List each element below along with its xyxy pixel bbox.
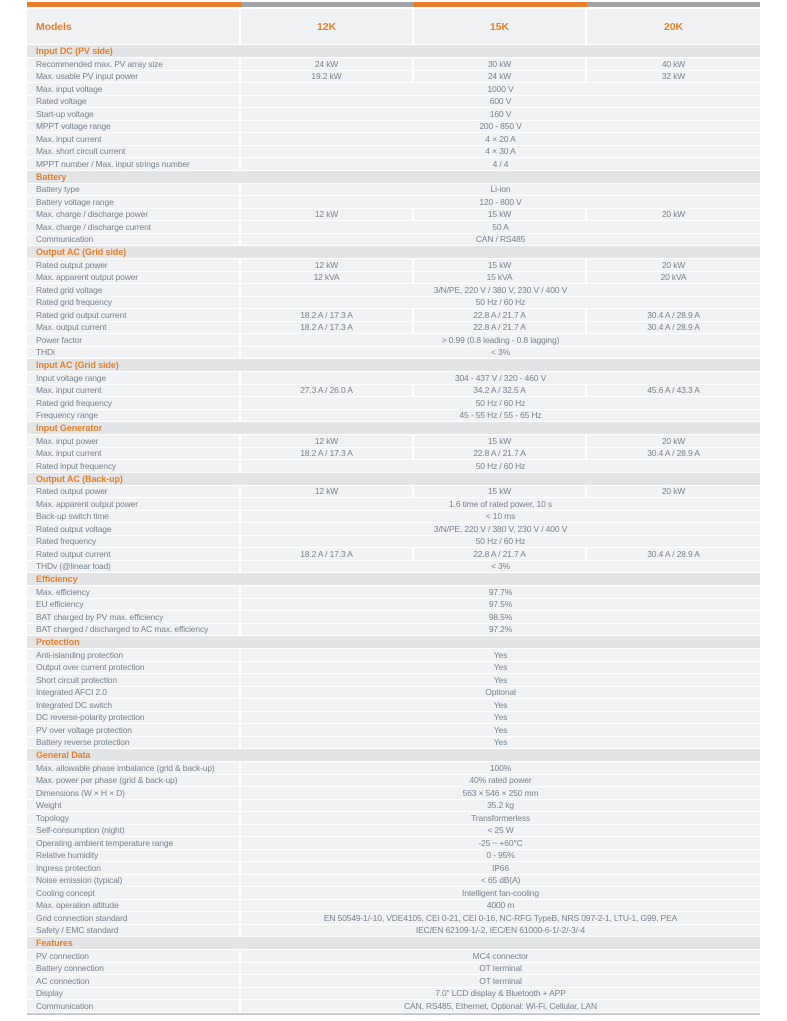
spec-row — [27, 988, 760, 1000]
row-label: Rated grid voltage — [27, 284, 239, 296]
spec-row — [27, 737, 760, 749]
row-value: 30.4 A / 28.9 A — [587, 448, 760, 460]
row-label: Communication — [27, 1000, 239, 1012]
row-label: Back-up switch time — [27, 511, 239, 523]
accent-bar-segment — [414, 2, 587, 7]
accent-bar-segment — [587, 2, 760, 7]
row-value: < 3% — [241, 347, 760, 359]
spec-row — [27, 825, 760, 837]
row-label: Max. operation altitude — [27, 900, 239, 912]
row-value: 20 kW — [587, 486, 760, 498]
row-label: Max. usable PV input power — [27, 71, 239, 83]
row-label: Self-consumption (night) — [27, 825, 239, 837]
row-label: Max. apparent output power — [27, 272, 239, 284]
row-label: Relative humidity — [27, 850, 239, 862]
row-label: Max. power per phase (grid & back-up) — [27, 775, 239, 787]
column-header-20k: 20K — [587, 9, 760, 44]
spec-row — [27, 234, 760, 246]
section-header: Output AC (Back-up) — [27, 473, 760, 485]
row-value: 20 kVA — [587, 272, 760, 284]
spec-row — [27, 674, 760, 686]
row-label: Integrated DC switch — [27, 699, 239, 711]
row-label: MPPT voltage range — [27, 121, 239, 133]
row-label: Max. short circuit current — [27, 146, 239, 158]
row-label: Topology — [27, 812, 239, 824]
row-value: 20 kW — [587, 259, 760, 271]
row-value: 1000 V — [241, 83, 760, 95]
section-header: Protection — [27, 636, 760, 648]
spec-row — [27, 121, 760, 133]
spec-row — [27, 58, 760, 70]
row-label: Max. input current — [27, 385, 239, 397]
column-header-15k: 15K — [414, 9, 585, 44]
spec-row — [27, 146, 760, 158]
row-value: 24 kW — [414, 71, 585, 83]
row-value: 40 kW — [587, 58, 760, 70]
row-value: 15 kW — [414, 209, 585, 221]
spec-row — [27, 724, 760, 736]
spec-row — [27, 599, 760, 611]
row-label: Rated input frequency — [27, 460, 239, 472]
row-label: Max. input power — [27, 435, 239, 447]
section-header: Efficiency — [27, 573, 760, 585]
row-value: 30.4 A / 28.9 A — [587, 548, 760, 560]
row-label: EU efficiency — [27, 599, 239, 611]
row-value: 12 kW — [241, 435, 412, 447]
row-value: IP66 — [241, 862, 760, 874]
spec-row — [27, 649, 760, 661]
row-value: Yes — [241, 649, 760, 661]
row-value: 27.3 A / 26.0 A — [241, 385, 412, 397]
spec-row — [27, 158, 760, 170]
top-accent-bar — [27, 2, 760, 7]
row-label: Operating ambient temperature range — [27, 837, 239, 849]
spec-row — [27, 184, 760, 196]
spec-row — [27, 397, 760, 409]
row-value: 160 V — [241, 108, 760, 120]
row-label: Output over current protection — [27, 662, 239, 674]
spec-row — [27, 272, 760, 284]
row-value: OT terminal — [241, 963, 760, 975]
spec-row — [27, 372, 760, 384]
section-header: Battery — [27, 171, 760, 183]
spec-row — [27, 133, 760, 145]
row-label: PV over voltage protection — [27, 724, 239, 736]
section-header: Features — [27, 937, 760, 949]
row-label: Max. allowable phase imbalance (grid & back-up) — [27, 762, 239, 774]
spec-row — [27, 322, 760, 334]
spec-row — [27, 71, 760, 83]
row-label: AC connection — [27, 975, 239, 987]
row-label: Safety / EMC standard — [27, 925, 239, 937]
row-value: 18.2 A / 17.3 A — [241, 309, 412, 321]
row-value: 4 × 30 A — [241, 146, 760, 158]
spec-row — [27, 611, 760, 623]
spec-row — [27, 925, 760, 937]
spec-row — [27, 586, 760, 598]
row-value: Yes — [241, 699, 760, 711]
row-label: BAT charged by PV max. efficiency — [27, 611, 239, 623]
row-value: 12 kW — [241, 486, 412, 498]
row-value: Yes — [241, 737, 760, 749]
spec-row — [27, 712, 760, 724]
spec-row — [27, 523, 760, 535]
row-value: 30 kW — [414, 58, 585, 70]
row-value: 97.5% — [241, 599, 760, 611]
spec-row — [27, 259, 760, 271]
row-label: Rated output voltage — [27, 523, 239, 535]
row-value: 100% — [241, 762, 760, 774]
spec-row — [27, 775, 760, 787]
row-value: < 3% — [241, 561, 760, 573]
row-label: BAT charged / discharged to AC max. efficiency — [27, 624, 239, 636]
row-label: Grid connection standard — [27, 912, 239, 924]
row-value: 19.2 kW — [241, 71, 412, 83]
row-label: Frequency range — [27, 410, 239, 422]
spec-row — [27, 837, 760, 849]
row-value: 12 kVA — [241, 272, 412, 284]
spec-row — [27, 900, 760, 912]
row-value: Intelligent fan-cooling — [241, 887, 760, 899]
row-label: Recommended max. PV array size — [27, 58, 239, 70]
spec-row — [27, 687, 760, 699]
row-label: Max. charge / discharge power — [27, 209, 239, 221]
row-label: Rated output power — [27, 259, 239, 271]
spec-row — [27, 83, 760, 95]
row-value: Yes — [241, 724, 760, 736]
row-value: 7.0" LCD display & Bluetooth + APP — [241, 988, 760, 1000]
row-label: Max. input current — [27, 448, 239, 460]
row-label: Max. efficiency — [27, 586, 239, 598]
row-value: 32 kW — [587, 71, 760, 83]
row-label: Rated grid output current — [27, 309, 239, 321]
row-value: 30.4 A / 28.9 A — [587, 322, 760, 334]
section-header: Input Generator — [27, 422, 760, 434]
row-label: Cooling concept — [27, 887, 239, 899]
row-value: CAN, RS485, Ethernet, Optional: Wi-Fi, Cellular, LAN — [241, 1000, 760, 1012]
row-label: Rated grid frequency — [27, 297, 239, 309]
row-label: Integrated AFCI 2.0 — [27, 687, 239, 699]
row-value: < 65 dB(A) — [241, 875, 760, 887]
row-label: Max. output current — [27, 322, 239, 334]
row-label: Rated output current — [27, 548, 239, 560]
row-value: -25 ~ +60°C — [241, 837, 760, 849]
row-value: 22.8 A / 21.7 A — [414, 309, 585, 321]
row-value: Yes — [241, 662, 760, 674]
accent-bar-segment — [241, 2, 414, 7]
row-value: EN 50549-1/-10, VDE4105, CEI 0-21, CEI 0-16, NC-RFG TypeB, NRS 097-2-1, LTU-1, G99, PEA — [241, 912, 760, 924]
row-label: Anti-islanding protection — [27, 649, 239, 661]
row-label: Start-up voltage — [27, 108, 239, 120]
row-label: THDi — [27, 347, 239, 359]
row-label: Input voltage range — [27, 372, 239, 384]
row-value: 35.2 kg — [241, 800, 760, 812]
spec-row — [27, 624, 760, 636]
spec-row — [27, 448, 760, 460]
spec-row — [27, 812, 760, 824]
row-value: 20 kW — [587, 209, 760, 221]
row-value: 15 kW — [414, 259, 585, 271]
row-value: 22.8 A / 21.7 A — [414, 448, 585, 460]
row-value: 18.2 A / 17.3 A — [241, 548, 412, 560]
table-body — [27, 45, 760, 1012]
spec-row — [27, 963, 760, 975]
row-label: PV connection — [27, 950, 239, 962]
row-label: Max. input voltage — [27, 83, 239, 95]
spec-row — [27, 410, 760, 422]
spec-row — [27, 309, 760, 321]
row-label: Weight — [27, 800, 239, 812]
spec-table — [27, 2, 760, 1015]
spec-row — [27, 887, 760, 899]
row-value: < 10 ms — [241, 511, 760, 523]
row-value: CAN / RS485 — [241, 234, 760, 246]
row-label: Battery voltage range — [27, 196, 239, 208]
row-label: Dimensions (W × H × D) — [27, 787, 239, 799]
row-label: Display — [27, 988, 239, 1000]
row-value: > 0.99 (0.8 leading - 0.8 lagging) — [241, 334, 760, 346]
row-value: 50 Hz / 60 Hz — [241, 297, 760, 309]
row-label: THDv (@linear load) — [27, 561, 239, 573]
row-value: 4 × 20 A — [241, 133, 760, 145]
spec-row — [27, 548, 760, 560]
row-value: Yes — [241, 712, 760, 724]
spec-row — [27, 850, 760, 862]
spec-row — [27, 284, 760, 296]
row-value: 50 A — [241, 221, 760, 233]
row-value: 97.7% — [241, 586, 760, 598]
row-label: Battery type — [27, 184, 239, 196]
spec-row — [27, 221, 760, 233]
row-value: 50 Hz / 60 Hz — [241, 397, 760, 409]
row-label: DC reverse-polarity protection — [27, 712, 239, 724]
column-header-models: Models — [27, 9, 239, 44]
row-label: Max. charge / discharge current — [27, 221, 239, 233]
spec-row — [27, 297, 760, 309]
spec-row — [27, 196, 760, 208]
row-value: 18.2 A / 17.3 A — [241, 448, 412, 460]
spec-row — [27, 800, 760, 812]
row-label: Rated grid frequency — [27, 397, 239, 409]
row-value: IEC/EN 62109-1/-2, IEC/EN 61000-6-1/-2/-3/-4 — [241, 925, 760, 937]
row-value: 97.2% — [241, 624, 760, 636]
row-value: 4 / 4 — [241, 158, 760, 170]
row-label: Rated voltage — [27, 96, 239, 108]
spec-row — [27, 347, 760, 359]
spec-row — [27, 662, 760, 674]
column-header-12k: 12K — [241, 9, 412, 44]
row-value: 20 kW — [587, 435, 760, 447]
row-value: 15 kW — [414, 486, 585, 498]
row-value: 40% rated power — [241, 775, 760, 787]
row-value: 563 × 546 × 250 mm — [241, 787, 760, 799]
spec-row — [27, 875, 760, 887]
row-label: Short circuit protection — [27, 674, 239, 686]
row-value: 45 - 55 Hz / 55 - 65 Hz — [241, 410, 760, 422]
row-value: 1.6 time of rated power, 10 s — [241, 498, 760, 510]
row-label: Battery connection — [27, 963, 239, 975]
row-value: Transformerless — [241, 812, 760, 824]
row-value: 200 - 850 V — [241, 121, 760, 133]
spec-row — [27, 862, 760, 874]
row-value: 22.8 A / 21.7 A — [414, 322, 585, 334]
spec-row — [27, 975, 760, 987]
row-value: 600 V — [241, 96, 760, 108]
row-value: 22.8 A / 21.7 A — [414, 548, 585, 560]
row-label: Max. input current — [27, 133, 239, 145]
section-header: General Data — [27, 749, 760, 761]
spec-row — [27, 498, 760, 510]
spec-row — [27, 699, 760, 711]
row-label: Power factor — [27, 334, 239, 346]
row-value: 15 kVA — [414, 272, 585, 284]
row-value: 15 kW — [414, 435, 585, 447]
row-value: 3/N/PE, 220 V / 380 V, 230 V / 400 V — [241, 523, 760, 535]
spec-row — [27, 950, 760, 962]
row-label: Rated output power — [27, 486, 239, 498]
spec-row — [27, 385, 760, 397]
section-header: Input DC (PV side) — [27, 45, 760, 57]
section-header: Output AC (Grid side) — [27, 246, 760, 258]
spec-row — [27, 108, 760, 120]
row-label: Rated frequency — [27, 536, 239, 548]
row-value: 4000 m — [241, 900, 760, 912]
row-value: 12 kW — [241, 259, 412, 271]
spec-row — [27, 912, 760, 924]
row-label: Max. apparent output power — [27, 498, 239, 510]
spec-row — [27, 561, 760, 573]
row-label: Communication — [27, 234, 239, 246]
row-value: 18.2 A / 17.3 A — [241, 322, 412, 334]
row-value: MC4 connector — [241, 950, 760, 962]
row-value: 12 kW — [241, 209, 412, 221]
row-value: 24 kW — [241, 58, 412, 70]
spec-row — [27, 787, 760, 799]
row-value: 50 Hz / 60 Hz — [241, 460, 760, 472]
table-bottom-border — [27, 1013, 760, 1015]
accent-bar-segment — [27, 2, 241, 7]
row-value: 98.5% — [241, 611, 760, 623]
row-value: OT terminal — [241, 975, 760, 987]
spec-row — [27, 209, 760, 221]
spec-row — [27, 511, 760, 523]
row-value: 0 - 95% — [241, 850, 760, 862]
spec-row — [27, 334, 760, 346]
row-value: 3/N/PE, 220 V / 380 V, 230 V / 400 V — [241, 284, 760, 296]
row-value: 45.6 A / 43.3 A — [587, 385, 760, 397]
row-label: MPPT number / Max. input strings number — [27, 158, 239, 170]
section-header: Input AC (Grid side) — [27, 359, 760, 371]
row-label: Battery reverse protection — [27, 737, 239, 749]
row-value: Yes — [241, 674, 760, 686]
spec-row — [27, 1000, 760, 1012]
row-label: Ingress protection — [27, 862, 239, 874]
row-value: 50 Hz / 60 Hz — [241, 536, 760, 548]
row-value: 120 - 800 V — [241, 196, 760, 208]
spec-row — [27, 486, 760, 498]
spec-row — [27, 762, 760, 774]
row-value: 34.2 A / 32.5 A — [414, 385, 585, 397]
row-value: < 25 W — [241, 825, 760, 837]
spec-row — [27, 460, 760, 472]
row-label: Noise emission (typical) — [27, 875, 239, 887]
row-value: Optional — [241, 687, 760, 699]
row-value: 304 - 437 V / 320 - 460 V — [241, 372, 760, 384]
spec-row — [27, 536, 760, 548]
row-value: Li-ion — [241, 184, 760, 196]
spec-row — [27, 96, 760, 108]
table-header-row — [27, 9, 760, 44]
row-value: 30.4 A / 28.9 A — [587, 309, 760, 321]
spec-row — [27, 435, 760, 447]
